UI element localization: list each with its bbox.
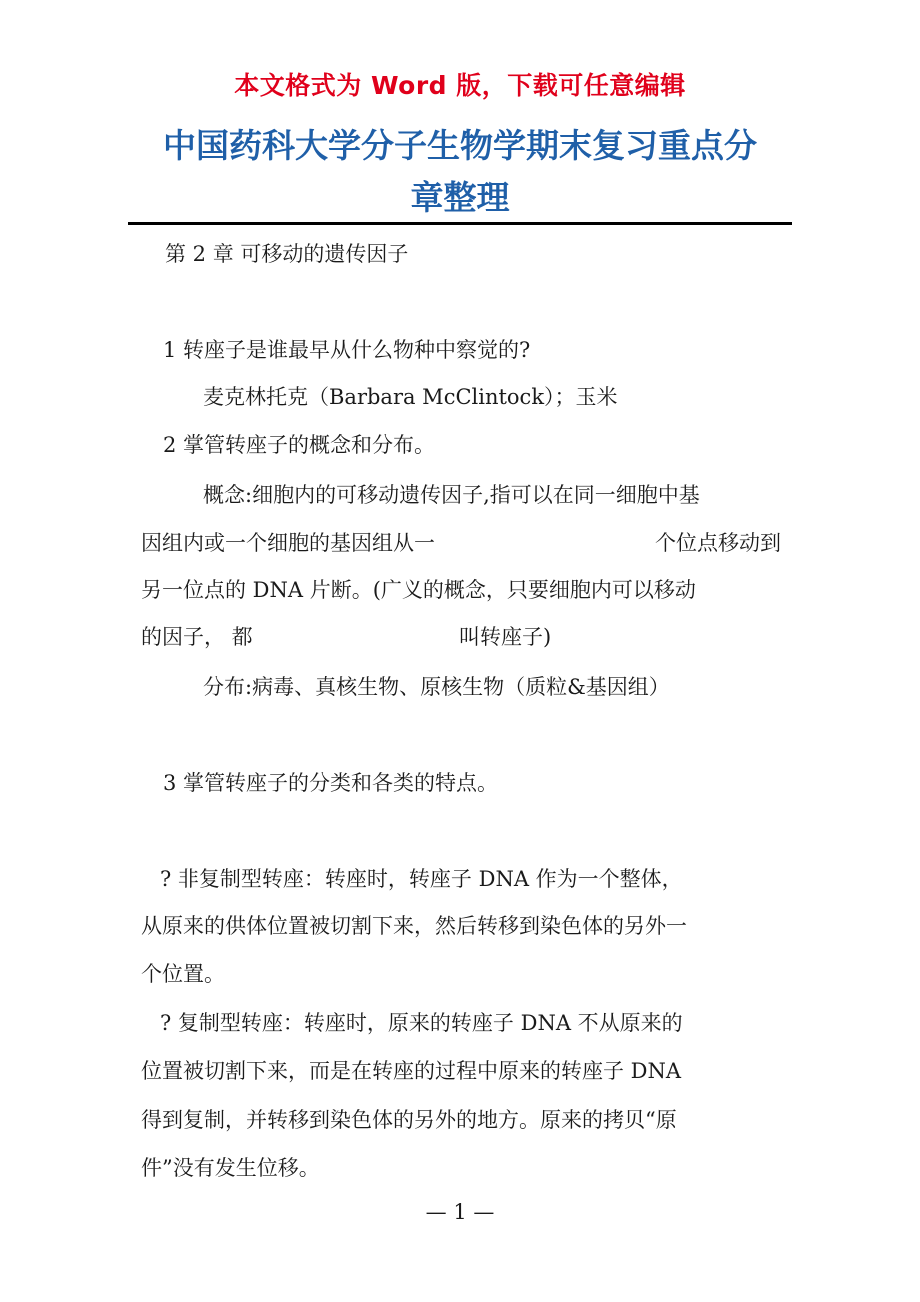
page-number: — 1 — — [425, 1200, 495, 1224]
question-1: 1 转座子是谁最早从什么物种中察觉的? — [163, 338, 531, 362]
question-3: 3 掌管转座子的分类和各类的特点。 — [163, 771, 499, 795]
distribution-line: 分布:病毒、真核生物、原核生物（质粒&基因组） — [203, 675, 670, 699]
replicative-line-2: 位置被切割下来，而是在转座的过程中原来的转座子 DNA — [141, 1059, 682, 1083]
concept-line-2-left: 因组内或一个细胞的基因组从一 — [141, 531, 435, 555]
chapter-heading: 第 2 章 可移动的遗传因子 — [165, 242, 409, 266]
concept-line-4-left: 的因子， 都 — [141, 625, 253, 649]
document-title — [130, 120, 790, 224]
question-2: 2 掌管转座子的概念和分布。 — [163, 433, 436, 457]
title-line-1: 中国药科大学分子生物学期末复习重点分 — [163, 126, 757, 165]
answer-1: 麦克林托克（Barbara McClintock）；玉米 — [203, 385, 618, 409]
non-replicative-line-3: 个位置。 — [141, 962, 225, 986]
replicative-line-3: 得到复制，并转移到染色体的另外的地方。原来的拷贝“原 — [141, 1108, 677, 1132]
concept-line-3: 另一位点的 DNA 片断。(广义的概念，只要细胞内可以移动 — [141, 578, 696, 602]
replicative-line-4: 件”没有发生位移。 — [141, 1156, 320, 1180]
format-notice: 本文格式为 Word 版，下载可任意编辑 — [234, 71, 686, 100]
replicative-line-1: ? 复制型转座：转座时，原来的转座子 DNA 不从原来的 — [160, 1011, 683, 1035]
concept-line-2 — [141, 527, 781, 559]
title-divider — [128, 222, 792, 225]
concept-line-4-right: 叫转座子) — [459, 625, 552, 649]
title-line-2: 章整理 — [410, 178, 510, 217]
non-replicative-line-2: 从原来的供体位置被切割下来，然后转移到染色体的另外一 — [141, 914, 687, 938]
concept-line-2-right: 个位点移动到 — [655, 531, 781, 555]
non-replicative-line-1: ? 非复制型转座：转座时，转座子 DNA 作为一个整体， — [160, 867, 683, 891]
concept-line-1: 概念:细胞内的可移动遗传因子,指可以在同一细胞中基 — [203, 483, 700, 507]
